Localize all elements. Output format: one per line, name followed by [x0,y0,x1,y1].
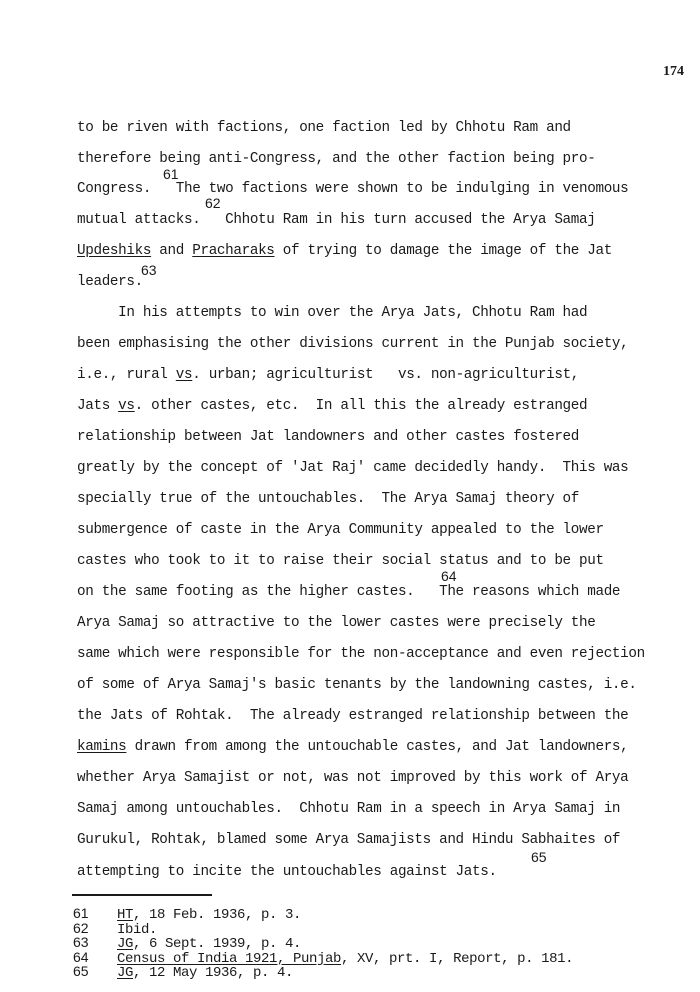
text-segment: been emphasising the other divisions current in the Punjab society, [77,336,629,352]
citation-source: JG [117,936,134,952]
text-segment: . other castes, etc. In all this the already estranged [134,398,588,414]
text-line [77,677,637,693]
citation-text: , XV, prt. I, Report, p. 181. [341,950,574,967]
footnote-number: 62 [73,919,89,936]
text-line [77,584,620,600]
text-segment: leaders. [77,274,143,290]
text-segment: . urban; agriculturist vs. non-agriculturist, [192,367,580,383]
footnote-number: 61 [73,905,89,921]
underlined-term: vs [118,398,135,414]
citation-source: JG [117,965,134,981]
footnote-ref-62: 62 [205,195,221,211]
text-segment: Arya Samaj so attractive to the lower castes were precisely the [77,615,596,631]
text-line [77,274,143,290]
text-line [77,522,604,538]
text-line [77,864,497,880]
footnote-separator [72,894,212,896]
footnote-ref-64: 64 [441,568,457,584]
text-line [77,708,628,724]
citation-source: Census of India 1921, Punjab [117,950,342,967]
text-segment: Jats [77,398,119,414]
text-segment: relationship between Jat landowners and other castes fostered [77,429,580,445]
text-segment: Congress. The two factions were shown to be indulging in venomous [77,181,629,197]
text-segment: therefore being anti-Congress, and the other faction being pro- [77,151,596,167]
footnote-number: 63 [73,934,89,950]
text-segment: and [151,243,193,259]
footnote-number: 64 [73,948,89,965]
text-line [77,615,595,631]
text-segment: of some of Arya Samaj's basic tenants by the landowning castes, i.e. [77,677,637,693]
footnote-number: 65 [73,963,89,979]
text-segment: greatly by the concept of 'Jat Raj' came decidedly handy. This was [77,460,629,476]
underlined-term: kamins [77,739,127,755]
text-segment: i.e., rural [77,367,176,383]
text-line [77,398,587,414]
page-number: 174 [663,64,684,79]
text-segment: whether Arya Samajist or not, was not improved by this work of Arya [77,770,629,786]
text-segment: to be riven with factions, one faction led by Chhotu Ram and [77,120,571,136]
text-line [77,770,628,786]
text-line [77,832,620,848]
citation-text: , 18 Feb. 1936, p. 3. [133,907,302,923]
text-segment: of trying to damage the image of the Jat [274,243,612,259]
underlined-term: Pracharaks [192,243,275,259]
text-segment: same which were responsible for the non-acceptance and even rejection [77,646,645,662]
text-segment: Gurukul, Rohtak, blamed some Arya Samajists and Hindu Sabhaites of [77,832,621,848]
citation-text: , 6 Sept. 1939, p. 4. [133,936,302,952]
text-segment: on the same footing as the higher castes. The reasons which made [77,584,621,600]
text-line [77,120,571,136]
text-line [77,801,620,817]
text-segment: Samaj among untouchables. Chhotu Ram in a speech in Arya Samaj in [77,801,621,817]
text-segment: mutual attacks. Chhotu Ram in his turn accused the Arya Samaj [77,212,596,228]
text-line [77,336,628,352]
footnote-ref-61: 61 [163,166,179,182]
text-line [77,181,628,197]
text-segment: drawn from among the untouchable castes, and Jat landowners, [126,739,629,755]
text-segment: specially true of the untouchables. The Arya Samaj theory of [77,491,580,507]
text-segment: submergence of caste in the Arya Community appealed to the lower [77,522,604,538]
citation-text: Ibid. [117,921,158,938]
text-segment: attempting to incite the untouchables against Jats. [77,864,497,880]
text-line [77,151,595,167]
text-line [77,553,604,569]
citation-source: HT [117,907,134,923]
text-segment: castes who took to it to raise their social status and to be put [77,553,604,569]
text-segment: In his attempts to win over the Arya Jats, Chhotu Ram had [77,305,588,321]
text-line [77,305,587,321]
text-line [77,243,612,259]
footnote-ref-65: 65 [531,849,547,865]
text-line [77,460,628,476]
text-line [77,491,579,507]
text-line [77,429,579,445]
text-line [77,646,645,662]
underlined-term: vs [175,367,193,383]
underlined-term: Updeshiks [77,243,152,259]
text-line [77,367,579,383]
text-line [77,739,628,755]
text-line [77,212,595,228]
footnote-65 [73,964,293,980]
citation-text: , 12 May 1936, p. 4. [133,965,294,981]
footnote-ref-63: 63 [141,262,157,278]
text-segment: the Jats of Rohtak. The already estranged relationship between the [77,708,629,724]
